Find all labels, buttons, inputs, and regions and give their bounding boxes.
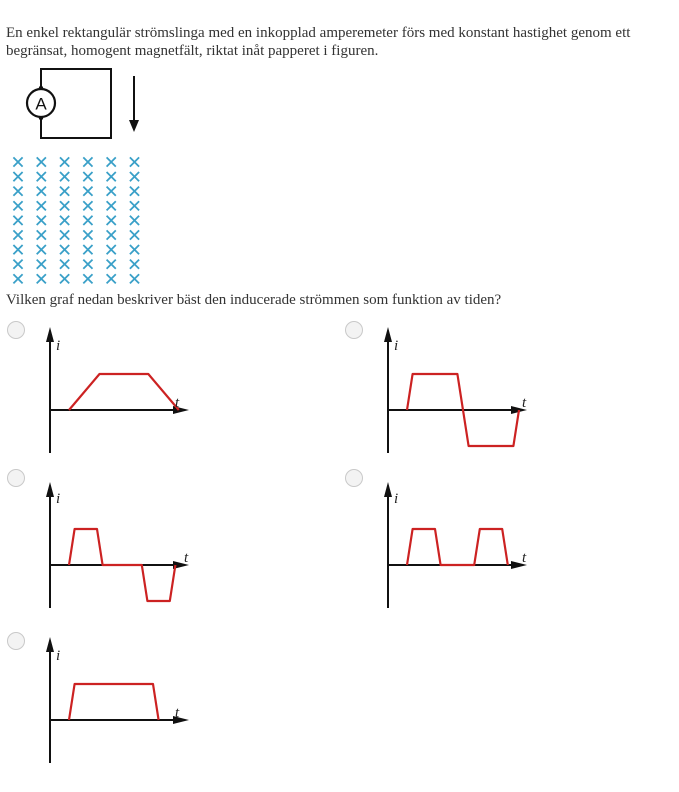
magnetic-field <box>13 157 139 283</box>
field-cross <box>83 187 92 196</box>
field-cross <box>130 172 139 181</box>
field-cross <box>107 187 116 196</box>
field-cross <box>130 157 139 166</box>
x-axis-label: t <box>175 395 180 411</box>
graph-axes <box>46 637 189 763</box>
y-axis-label: i <box>56 338 61 354</box>
field-cross <box>37 274 46 283</box>
radio-option-c[interactable] <box>7 469 25 487</box>
field-cross <box>130 245 139 254</box>
question-text: En enkel rektangulär strömslinga med en inkopplad amperemeter förs med konstant hastighet genom ett begränsat, homogent magnetfält, riktat inåt papperet i figuren. <box>6 25 631 59</box>
field-cross <box>130 187 139 196</box>
graph-option-e <box>36 636 206 766</box>
field-cross <box>13 216 22 225</box>
field-cross <box>60 172 69 181</box>
field-cross <box>130 260 139 269</box>
field-cross <box>13 260 22 269</box>
field-cross <box>60 216 69 225</box>
graph-axes <box>384 327 527 453</box>
field-cross <box>60 230 69 239</box>
field-cross <box>107 201 116 210</box>
field-cross <box>13 172 22 181</box>
graph-option-d <box>374 481 544 611</box>
field-cross <box>60 260 69 269</box>
radio-option-b[interactable] <box>345 321 363 339</box>
field-cross <box>60 187 69 196</box>
y-axis-label: i <box>394 491 399 507</box>
graph-axes <box>46 482 189 608</box>
field-cross <box>130 230 139 239</box>
field-cross <box>37 245 46 254</box>
field-cross <box>37 230 46 239</box>
field-cross <box>83 274 92 283</box>
ammeter <box>27 89 55 117</box>
field-cross <box>83 157 92 166</box>
field-cross <box>60 245 69 254</box>
graph-option-c <box>36 481 206 611</box>
motion-arrow <box>129 76 139 132</box>
field-cross <box>83 201 92 210</box>
graph-option-a <box>36 326 206 456</box>
field-cross <box>83 260 92 269</box>
field-cross <box>37 187 46 196</box>
field-cross <box>107 230 116 239</box>
field-cross <box>130 274 139 283</box>
current-curve-e <box>69 684 159 720</box>
y-axis-label: i <box>394 338 399 354</box>
field-cross <box>37 201 46 210</box>
field-cross <box>60 157 69 166</box>
field-cross <box>83 230 92 239</box>
current-curve-a <box>69 374 179 410</box>
field-cross <box>107 274 116 283</box>
field-cross <box>83 172 92 181</box>
prompt-text: Vilken graf nedan beskriver bäst den inducerade strömmen som funktion av tiden? <box>6 292 502 308</box>
field-cross <box>13 245 22 254</box>
field-cross <box>37 157 46 166</box>
x-axis-label: t <box>522 550 527 566</box>
field-cross <box>130 201 139 210</box>
field-cross <box>13 201 22 210</box>
field-cross <box>107 260 116 269</box>
setup-figure <box>0 60 160 290</box>
ammeter-label: A <box>35 94 47 114</box>
field-cross <box>107 216 116 225</box>
field-cross <box>60 274 69 283</box>
field-cross <box>107 172 116 181</box>
field-cross <box>107 245 116 254</box>
field-cross <box>37 260 46 269</box>
field-cross <box>13 157 22 166</box>
radio-option-a[interactable] <box>7 321 25 339</box>
field-cross <box>107 157 116 166</box>
field-cross <box>13 274 22 283</box>
radio-option-e[interactable] <box>7 632 25 650</box>
field-cross <box>37 216 46 225</box>
field-cross <box>13 230 22 239</box>
field-cross <box>60 201 69 210</box>
x-axis-label: t <box>175 705 180 721</box>
field-cross <box>83 216 92 225</box>
field-cross <box>37 172 46 181</box>
field-cross <box>130 216 139 225</box>
current-curve-d <box>407 529 508 565</box>
field-cross <box>13 187 22 196</box>
x-axis-label: t <box>522 395 527 411</box>
y-axis-label: i <box>56 648 61 664</box>
graph-option-b <box>374 326 544 456</box>
field-cross <box>83 245 92 254</box>
y-axis-label: i <box>56 491 61 507</box>
radio-option-d[interactable] <box>345 469 363 487</box>
x-axis-label: t <box>184 550 189 566</box>
graph-axes <box>46 327 189 453</box>
